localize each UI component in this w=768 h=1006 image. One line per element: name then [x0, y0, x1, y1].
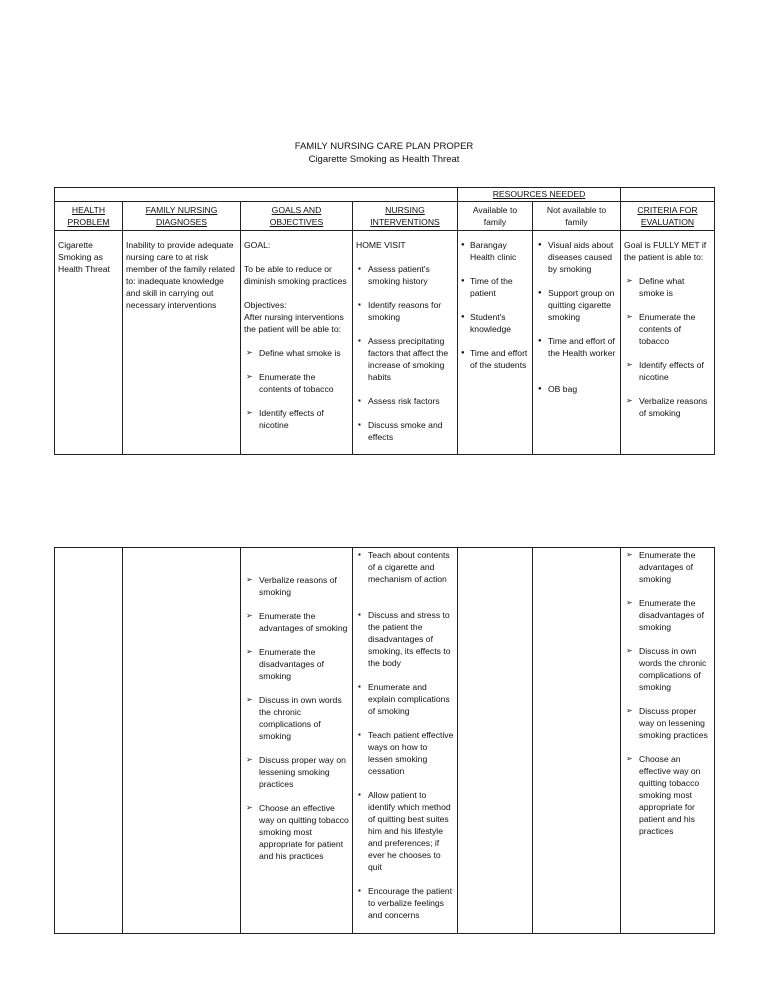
list-item: ▪ Encourage the patient to verbalize feelings and concerns	[358, 886, 453, 920]
list-item: ▪ Assess patient's smoking history	[358, 264, 430, 286]
available-resources-list	[461, 239, 529, 371]
arrow-bullet-icon: ➢	[246, 755, 253, 764]
interventions-list	[356, 263, 454, 443]
dot-bullet-icon: ●	[461, 314, 465, 320]
criteria-cell	[621, 231, 715, 455]
header-nursing-interventions: NURSING INTERVENTIONS	[353, 202, 458, 231]
dot-bullet-icon: ●	[461, 242, 465, 248]
list-item: ▪ Enumerate and explain complications of smoking	[358, 682, 450, 716]
header-not-available-to-family: Not available to family	[533, 202, 621, 231]
document-subtitle: Cigarette Smoking as Health Threat	[308, 154, 460, 165]
care-plan-table-page2	[54, 547, 715, 934]
arrow-bullet-icon: ➢	[626, 550, 633, 559]
list-item: ▪ Assess risk factors	[358, 396, 440, 406]
health-problem-cell	[55, 231, 123, 455]
criteria-list	[624, 275, 711, 419]
list-item: ▪ Discuss smoke and effects	[358, 420, 443, 442]
list-item: ▪ Assess precipitating factors that affect the increase of smoking habits	[358, 336, 449, 382]
interventions-list-cont	[356, 549, 454, 921]
list-item: ➢ Enumerate the contents of tobacco	[246, 372, 334, 394]
arrow-bullet-icon: ➢	[246, 372, 253, 381]
not-available-resources-list	[536, 239, 617, 395]
list-item: ➢ Discuss in own words the chronic complications of smoking	[246, 695, 342, 741]
list-item: ➢ Choose an effective way on quitting tobacco smoking most appropriate for patient and his practices	[626, 754, 701, 836]
list-item: ➢ Identify effects of nicotine	[626, 360, 704, 382]
arrow-bullet-icon: ➢	[626, 754, 633, 763]
square-bullet-icon: ▪	[358, 886, 361, 895]
arrow-bullet-icon: ➢	[626, 360, 633, 369]
list-item: ● OB bag	[538, 384, 578, 394]
dot-bullet-icon: ●	[538, 386, 542, 392]
health-problem-cell-cont	[55, 548, 123, 934]
goal-label: GOAL:	[244, 240, 271, 250]
document-title: FAMILY NURSING CARE PLAN PROPER	[294, 141, 474, 152]
dot-bullet-icon: ●	[461, 350, 465, 356]
health-problem-text: Cigarette Smoking as Health Threat	[58, 240, 110, 274]
arrow-bullet-icon: ➢	[246, 695, 253, 704]
criteria-list-cont	[624, 549, 711, 837]
objectives-intro: After nursing interventions the patient will be able to:	[244, 312, 344, 334]
not-available-resources-cell	[533, 231, 621, 455]
available-resources-cell-cont	[458, 548, 533, 934]
list-item: ➢ Verbalize reasons of smoking	[626, 396, 708, 418]
arrow-bullet-icon: ➢	[246, 611, 253, 620]
list-item: ➢ Discuss in own words the chronic complications of smoking	[626, 646, 707, 692]
list-item: ➢ Enumerate the contents of tobacco	[626, 312, 696, 346]
arrow-bullet-icon: ➢	[626, 276, 633, 285]
square-bullet-icon: ▪	[358, 550, 361, 559]
diagnosis-cell-cont	[123, 548, 241, 934]
criteria-cell-cont	[621, 548, 715, 934]
list-item: ● Student's knowledge	[461, 312, 512, 334]
list-item: ▪ Discuss and stress to the patient the disadvantages of smoking, its effects to the body	[358, 610, 451, 668]
dot-bullet-icon: ●	[461, 278, 465, 284]
list-item: ➢ Enumerate the advantages of smoking	[626, 550, 696, 584]
square-bullet-icon: ▪	[358, 790, 361, 799]
not-available-resources-cell-cont	[533, 548, 621, 934]
arrow-bullet-icon: ➢	[246, 647, 253, 656]
dot-bullet-icon: ●	[538, 338, 542, 344]
header-family-nursing-diagnoses: FAMILY NURSING DIAGNOSES	[123, 202, 241, 231]
list-item: ● Support group on quitting cigarette smoking	[538, 288, 615, 322]
goal-text: To be able to reduce or diminish smoking practices	[244, 264, 347, 286]
list-item: ▪ Allow patient to identify which method of quitting best suites him and his lifestyle and preferences; if ever he chooses to quit	[358, 790, 451, 872]
arrow-bullet-icon: ➢	[626, 646, 633, 655]
list-item: ➢ Enumerate the disadvantages of smoking	[246, 647, 324, 681]
list-item: ➢ Enumerate the advantages of smoking	[246, 611, 348, 633]
square-bullet-icon: ▪	[358, 300, 361, 309]
diagnosis-cell	[123, 231, 241, 455]
objectives-list-cont	[244, 574, 349, 862]
arrow-bullet-icon: ➢	[626, 396, 633, 405]
square-bullet-icon: ▪	[358, 420, 361, 429]
arrow-bullet-icon: ➢	[626, 706, 633, 715]
interventions-label: HOME VISIT	[356, 240, 406, 250]
square-bullet-icon: ▪	[358, 610, 361, 619]
list-item: ➢ Discuss proper way on lessening smoking practices	[626, 706, 708, 740]
goals-cell	[241, 231, 353, 455]
objectives-list	[244, 347, 349, 431]
arrow-bullet-icon: ➢	[246, 408, 253, 417]
list-item: ➢ Discuss proper way on lessening smoking practices	[246, 755, 346, 789]
list-item: ➢ Verbalize reasons of smoking	[246, 575, 337, 597]
list-item: ● Time and effort of the Health worker	[538, 336, 616, 358]
square-bullet-icon: ▪	[358, 730, 361, 739]
arrow-bullet-icon: ➢	[246, 803, 253, 812]
goals-cell-cont	[241, 548, 353, 934]
list-item: ● Barangay Health clinic	[461, 240, 517, 262]
square-bullet-icon: ▪	[358, 264, 361, 273]
list-item: ➢ Identify effects of nicotine	[246, 408, 324, 430]
list-item: ➢ Choose an effective way on quitting tobacco smoking most appropriate for patient and his practices	[246, 803, 349, 861]
list-item: ➢ Define what smoke is	[626, 276, 685, 298]
dot-bullet-icon: ●	[538, 290, 542, 296]
square-bullet-icon: ▪	[358, 682, 361, 691]
list-item: ▪ Teach patient effective ways on how to lessen smoking cessation	[358, 730, 454, 776]
diagnosis-text: Inability to provide adequate nursing care to at risk member of the family related to: inadequate knowledge and skill in carrying out necessary interventions	[126, 240, 235, 310]
dot-bullet-icon: ●	[538, 242, 542, 248]
list-item: ▪ Teach about contents of a cigarette and mechanism of action	[358, 550, 450, 584]
list-item: ● Time and effort of the students	[461, 348, 528, 370]
header-spacer	[55, 188, 458, 202]
arrow-bullet-icon: ➢	[626, 312, 633, 321]
arrow-bullet-icon: ➢	[246, 348, 253, 357]
square-bullet-icon: ▪	[358, 396, 361, 405]
header-spacer-right	[621, 188, 715, 202]
interventions-cell-cont	[353, 548, 458, 934]
arrow-bullet-icon: ➢	[626, 598, 633, 607]
objectives-label: Objectives:	[244, 300, 287, 310]
header-resources-needed: RESOURCES NEEDED	[458, 188, 621, 202]
care-plan-table-page1	[54, 187, 715, 455]
header-goals-objectives: GOALS AND OBJECTIVES	[241, 202, 353, 231]
available-resources-cell	[458, 231, 533, 455]
interventions-cell	[353, 231, 458, 455]
list-item: ➢ Define what smoke is	[246, 348, 341, 358]
list-item: ● Time of the patient	[461, 276, 513, 298]
list-item: ● Visual aids about diseases caused by smoking	[538, 240, 614, 274]
criteria-intro: Goal is FULLY MET if the patient is able to:	[624, 240, 707, 262]
header-criteria-evaluation: CRITERIA FOR EVALUATION	[621, 202, 715, 231]
arrow-bullet-icon: ➢	[246, 575, 253, 584]
header-health-problem: HEALTH PROBLEM	[55, 202, 123, 231]
list-item: ➢ Enumerate the disadvantages of smoking	[626, 598, 704, 632]
square-bullet-icon: ▪	[358, 336, 361, 345]
list-item: ▪ Identify reasons for smoking	[358, 300, 442, 322]
header-available-to-family: Available to family	[458, 202, 533, 231]
